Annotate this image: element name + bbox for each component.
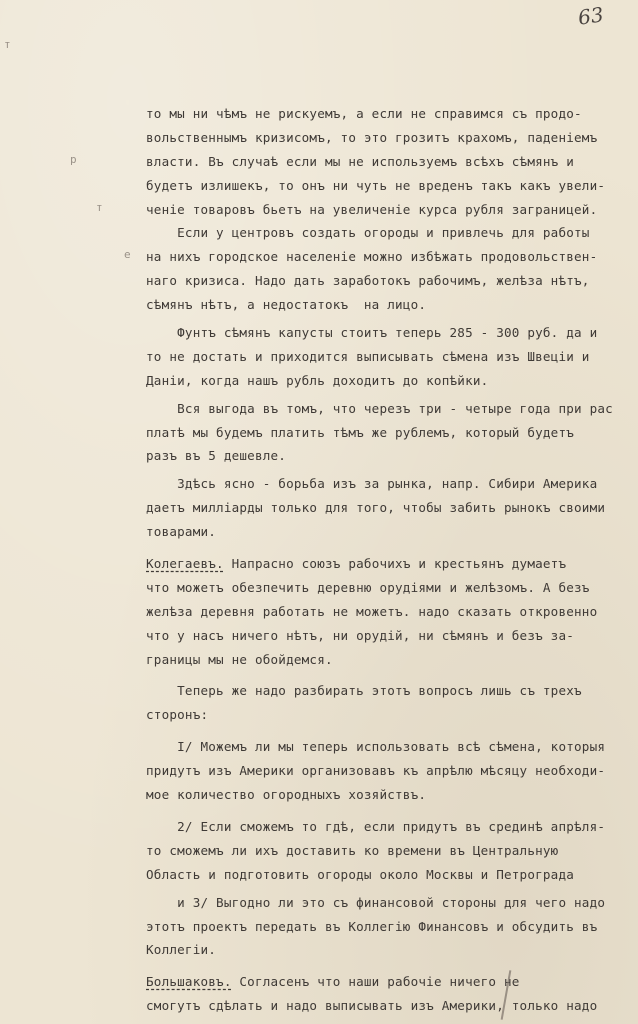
text-line: Даніи, когда нашъ рубль доходитъ до копѣйки. — [146, 372, 489, 388]
text-line: сторонъ: — [146, 707, 209, 723]
text-line: наго кризиса. Надо дать заработокъ рабочимъ, желѣза нѣтъ, — [146, 273, 590, 289]
text-line: этотъ проектъ передать въ Коллегію Финансовъ и обсудить въ — [146, 918, 598, 934]
text-line: даетъ милліарды только для того, чтобы забить рынокъ своими — [146, 500, 606, 516]
text-line: разъ въ 5 дешевле. — [146, 448, 287, 464]
text-line: мое количество огородныхъ хозяйствъ. — [146, 787, 427, 803]
text-line: то мы ни чѣмъ не рискуемъ, а если не справимся съ продо- — [146, 106, 582, 121]
text-line: Фунтъ сѣмянъ капусты стоитъ теперь 285 - 300 руб. да и — [146, 325, 598, 341]
text-line: что у насъ ничего нѣтъ, ни орудій, ни сѣмянъ и безъ за- — [146, 627, 575, 643]
text-line: смогутъ сдѣлать и надо выписывать изъ Америки, только надо — [146, 998, 598, 1014]
text-line: желѣза деревня работать не можетъ. надо сказать откровенно — [146, 603, 598, 619]
paragraph — [146, 102, 632, 221]
text-span: Напрасно союзъ рабочихъ и крестьянъ думаетъ — [223, 556, 567, 572]
text-line: и 3/ Выгодно ли это съ финансовой стороны для чего надо — [146, 894, 606, 910]
speaker-name: Большаковъ. — [146, 974, 232, 990]
text-line: что можетъ обезпечить деревню орудіями и желѣзомъ. А безъ — [146, 579, 590, 595]
text-line — [146, 552, 632, 576]
text-line: Вся выгода въ томъ, что черезъ три - четыре года при рас — [146, 400, 613, 416]
text-line: власти. Въ случаѣ если мы не используемъ всѣхъ сѣмянъ и — [146, 153, 575, 169]
page-number: 63 — [576, 2, 605, 30]
text-line: будетъ излишекъ, то онъ ни чуть не вреденъ такъ какъ увели- — [146, 177, 606, 193]
text-line: сѣмянъ нѣтъ, а недостатокъ на лицо. — [146, 297, 427, 313]
speaker-paragraph — [146, 552, 632, 671]
text-line: Область и подготовить огороды около Москвы и Петрограда — [146, 866, 575, 882]
text-line: Теперь же надо разбирать этотъ вопросъ лишь съ трехъ — [146, 683, 582, 699]
text-line: ченіе товаровъ бьетъ на увеличеніе курса рубля заграницей. — [146, 201, 598, 217]
speaker-name: Колегаевъ. — [146, 556, 224, 572]
typed-text-body — [146, 102, 632, 1018]
paragraph — [146, 321, 632, 393]
text-line: то сможемъ ли ихъ доставить ко времени въ Центральную — [146, 842, 559, 858]
paragraph — [146, 735, 632, 807]
paragraph — [146, 221, 632, 317]
text-line: Коллегіи. — [146, 942, 217, 958]
text-span: Согласенъ что наши рабочіе ничего не — [231, 974, 520, 990]
text-line: I/ Можемъ ли мы теперь использовать всѣ сѣмена, которыя — [146, 739, 606, 755]
text-line — [146, 970, 632, 994]
text-line: платѣ мы будемъ платить тѣмъ же рублемъ, который будетъ — [146, 424, 575, 440]
text-line: границы мы не обойдемся. — [146, 651, 333, 667]
speaker-paragraph — [146, 970, 632, 1018]
text-line: то не достать и приходится выписывать сѣмена изъ Швеціи и — [146, 348, 590, 364]
paragraph — [146, 472, 632, 544]
margin-mark: т — [96, 201, 103, 214]
text-line: придутъ изъ Америки организовавъ къ апрѣлю мѣсяцу необходи- — [146, 763, 606, 779]
text-line: Здѣсь ясно - борьба изъ за рынка, напр. Сибири Америка — [146, 476, 598, 492]
text-line: товарами. — [146, 524, 217, 540]
paragraph — [146, 815, 632, 887]
paragraph — [146, 679, 632, 727]
paragraph — [146, 891, 632, 963]
text-line: на нихъ городское населеніе можно избѣжать продовольствен- — [146, 249, 598, 265]
text-line: Если у центровъ создать огороды и привлечь для работы — [146, 225, 590, 241]
margin-mark: е — [124, 248, 131, 261]
margin-mark: т — [4, 38, 11, 51]
text-line: 2/ Если сможемъ то гдѣ, если придутъ въ срединѣ апрѣля- — [146, 818, 606, 834]
margin-mark: р — [70, 153, 77, 166]
text-line: вольственнымъ кризисомъ, то это грозитъ крахомъ, паденіемъ — [146, 129, 598, 145]
paragraph — [146, 397, 632, 469]
